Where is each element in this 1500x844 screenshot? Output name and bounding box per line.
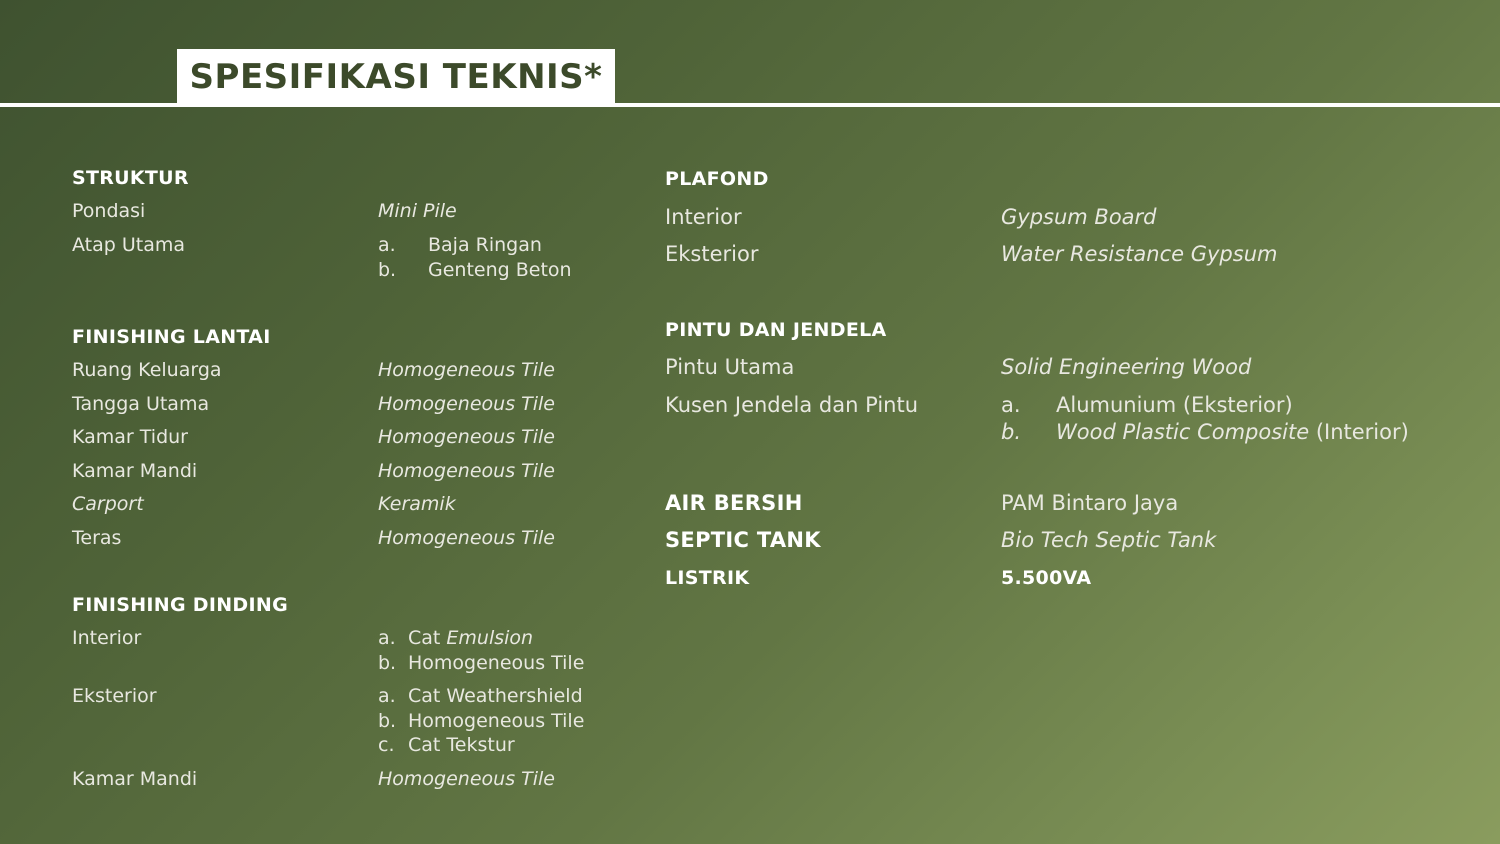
- list-text: Homogeneous Tile: [408, 652, 585, 674]
- value-kusen-a: [1001, 393, 1293, 417]
- list-text: Alumunium (Eksterior): [1056, 393, 1293, 417]
- value-plafond-eksterior: Water Resistance Gypsum: [1001, 242, 1278, 266]
- value-pintu-utama: Solid Engineering Wood: [1001, 355, 1252, 379]
- list-letter: c.: [378, 734, 395, 756]
- list-letter: b.: [1001, 420, 1022, 444]
- value-dinding-eksterior-c: [378, 734, 515, 756]
- list-letter: a.: [1001, 393, 1021, 417]
- value-dinding-kamar-mandi: Homogeneous Tile: [378, 768, 555, 790]
- heading-pintu-jendela: PINTU DAN JENDELA: [665, 319, 887, 341]
- value-lantai: Homogeneous Tile: [378, 359, 555, 381]
- list-letter: a.: [378, 627, 396, 649]
- label-listrik: LISTRIK: [665, 567, 750, 589]
- value-plafond-interior: Gypsum Board: [1001, 205, 1157, 229]
- heading-finishing-lantai: FINISHING LANTAI: [72, 326, 271, 348]
- value-air-bersih: PAM Bintaro Jaya: [1001, 491, 1179, 515]
- label-lantai: Tangga Utama: [72, 393, 210, 415]
- value-dinding-eksterior-a: [378, 685, 583, 707]
- list-text: Cat: [408, 627, 447, 649]
- list-text: Genteng Beton: [428, 259, 572, 281]
- title-box: [177, 49, 615, 105]
- label-lantai: Carport: [72, 493, 144, 515]
- value-lantai: Keramik: [378, 493, 456, 515]
- page-title: SPESIFIKASI TEKNIS*: [189, 57, 603, 97]
- label-pondasi: Pondasi: [72, 200, 146, 222]
- value-pondasi: Mini Pile: [378, 200, 457, 222]
- label-lantai: Ruang Keluarga: [72, 359, 222, 381]
- list-letter: b.: [378, 652, 397, 674]
- label-kusen: Kusen Jendela dan Pintu: [665, 393, 919, 417]
- label-lantai: Kamar Mandi: [72, 460, 198, 482]
- heading-finishing-dinding: FINISHING DINDING: [72, 594, 288, 616]
- value-lantai: Homogeneous Tile: [378, 460, 555, 482]
- label-pintu-utama: Pintu Utama: [665, 355, 795, 379]
- list-text: Homogeneous Tile: [408, 710, 585, 732]
- value-lantai: Homogeneous Tile: [378, 527, 555, 549]
- label-dinding-kamar-mandi: Kamar Mandi: [72, 768, 198, 790]
- value-dinding-interior-a: [378, 627, 533, 649]
- value-atap-b: [378, 259, 572, 281]
- heading-plafond: PLAFOND: [665, 168, 769, 190]
- value-lantai: Homogeneous Tile: [378, 393, 555, 415]
- value-dinding-interior-b: [378, 652, 584, 674]
- label-plafond-interior: Interior: [665, 205, 742, 229]
- label-dinding-interior: Interior: [72, 627, 142, 649]
- value-listrik: 5.500VA: [1001, 567, 1092, 589]
- label-atap-utama: Atap Utama: [72, 234, 186, 256]
- value-atap-a: [378, 234, 542, 256]
- value-dinding-eksterior-b: [378, 710, 584, 732]
- value-septic-tank: Bio Tech Septic Tank: [1001, 528, 1217, 552]
- list-letter: b.: [378, 710, 397, 732]
- value-kusen-b: [1001, 420, 1409, 444]
- label-septic-tank: SEPTIC TANK: [665, 528, 821, 552]
- list-text-italic: Wood Plastic Composite: [1056, 420, 1310, 444]
- list-text: Cat Tekstur: [408, 734, 515, 756]
- list-text: (Interior): [1309, 420, 1409, 444]
- label-plafond-eksterior: Eksterior: [665, 242, 759, 266]
- list-text: Cat Weathershield: [408, 685, 583, 707]
- value-lantai: Homogeneous Tile: [378, 426, 555, 448]
- label-dinding-eksterior: Eksterior: [72, 685, 157, 707]
- label-air-bersih: AIR BERSIH: [665, 491, 803, 515]
- list-text-italic: Emulsion: [446, 627, 534, 649]
- list-letter: b.: [378, 259, 397, 281]
- label-lantai: Kamar Tidur: [72, 426, 188, 448]
- list-text: Baja Ringan: [428, 234, 542, 256]
- label-lantai: Teras: [72, 527, 122, 549]
- list-letter: a.: [378, 234, 396, 256]
- heading-struktur: STRUKTUR: [72, 167, 189, 189]
- list-letter: a.: [378, 685, 396, 707]
